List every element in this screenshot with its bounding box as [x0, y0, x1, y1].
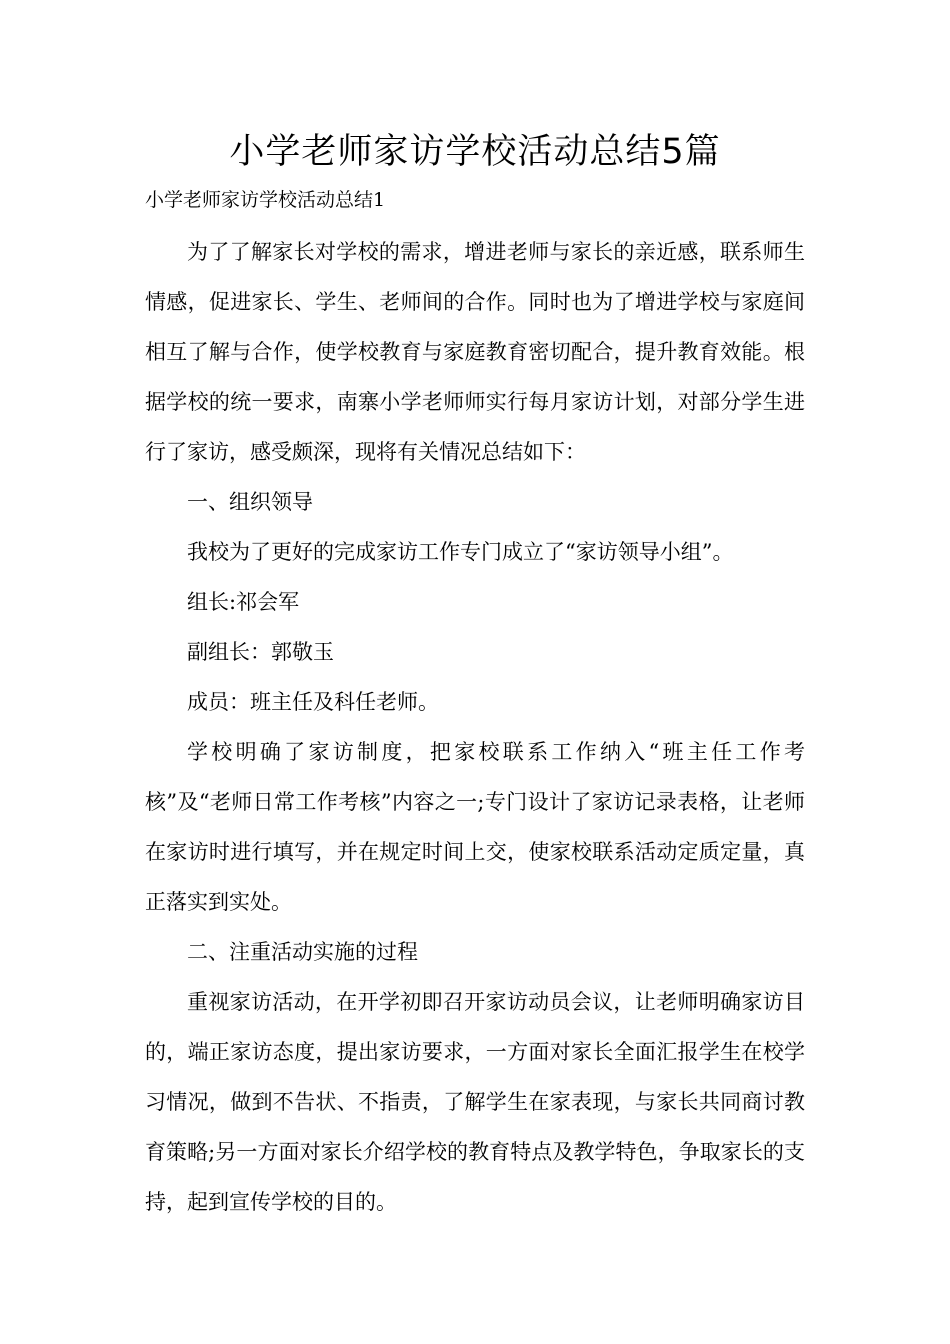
- intro-paragraph: 为了了解家长对学校的需求，增进老师与家长的亲近感，联系师生情感，促进家长、学生、老师间的合作。同时也为了增进学校与家庭间相互了解与合作，使学校教育与家庭教育密切配合，提升教育效能。根据学校的统一要求，南寨小学老师师实行每月家访计划，对部分学生进行了家访，感受颇深，现将有关情况总结如下：: [145, 240, 805, 464]
- heading-organization: 一、组织领导: [187, 490, 313, 514]
- group-established-paragraph: 我校为了更好的完成家访工作专门成立了“家访领导小组”。: [187, 540, 734, 564]
- document-title: 小学老师家访学校活动总结5篇: [229, 132, 721, 172]
- deputy-leader-line: 副组长：郭敬玉: [187, 640, 334, 664]
- section-subtitle: 小学老师家访学校活动总结1: [145, 189, 386, 211]
- system-paragraph: 学校明确了家访制度，把家校联系工作纳入“班主任工作考核”及“老师日常工作考核”内容之一;专门设计了家访记录表格，让老师在家访时进行填写，并在规定时间上交，使家校联系活动定质定量，真正落实到实处。: [145, 740, 805, 914]
- document-body: [145, 227, 805, 1227]
- members-line: 成员：班主任及科任老师。: [187, 690, 439, 714]
- heading-process: 二、注重活动实施的过程: [187, 940, 418, 964]
- process-paragraph: 重视家访活动，在开学初即召开家访动员会议，让老师明确家访目的，端正家访态度，提出家访要求，一方面对家长全面汇报学生在校学习情况，做到不告状、不指责，了解学生在家表现，与家长共同商讨教育策略;另一方面对家长介绍学校的教育特点及教学特色，争取家长的支持，起到宣传学校的目的。: [145, 990, 805, 1214]
- group-leader-line: 组长:祁会军: [187, 590, 300, 614]
